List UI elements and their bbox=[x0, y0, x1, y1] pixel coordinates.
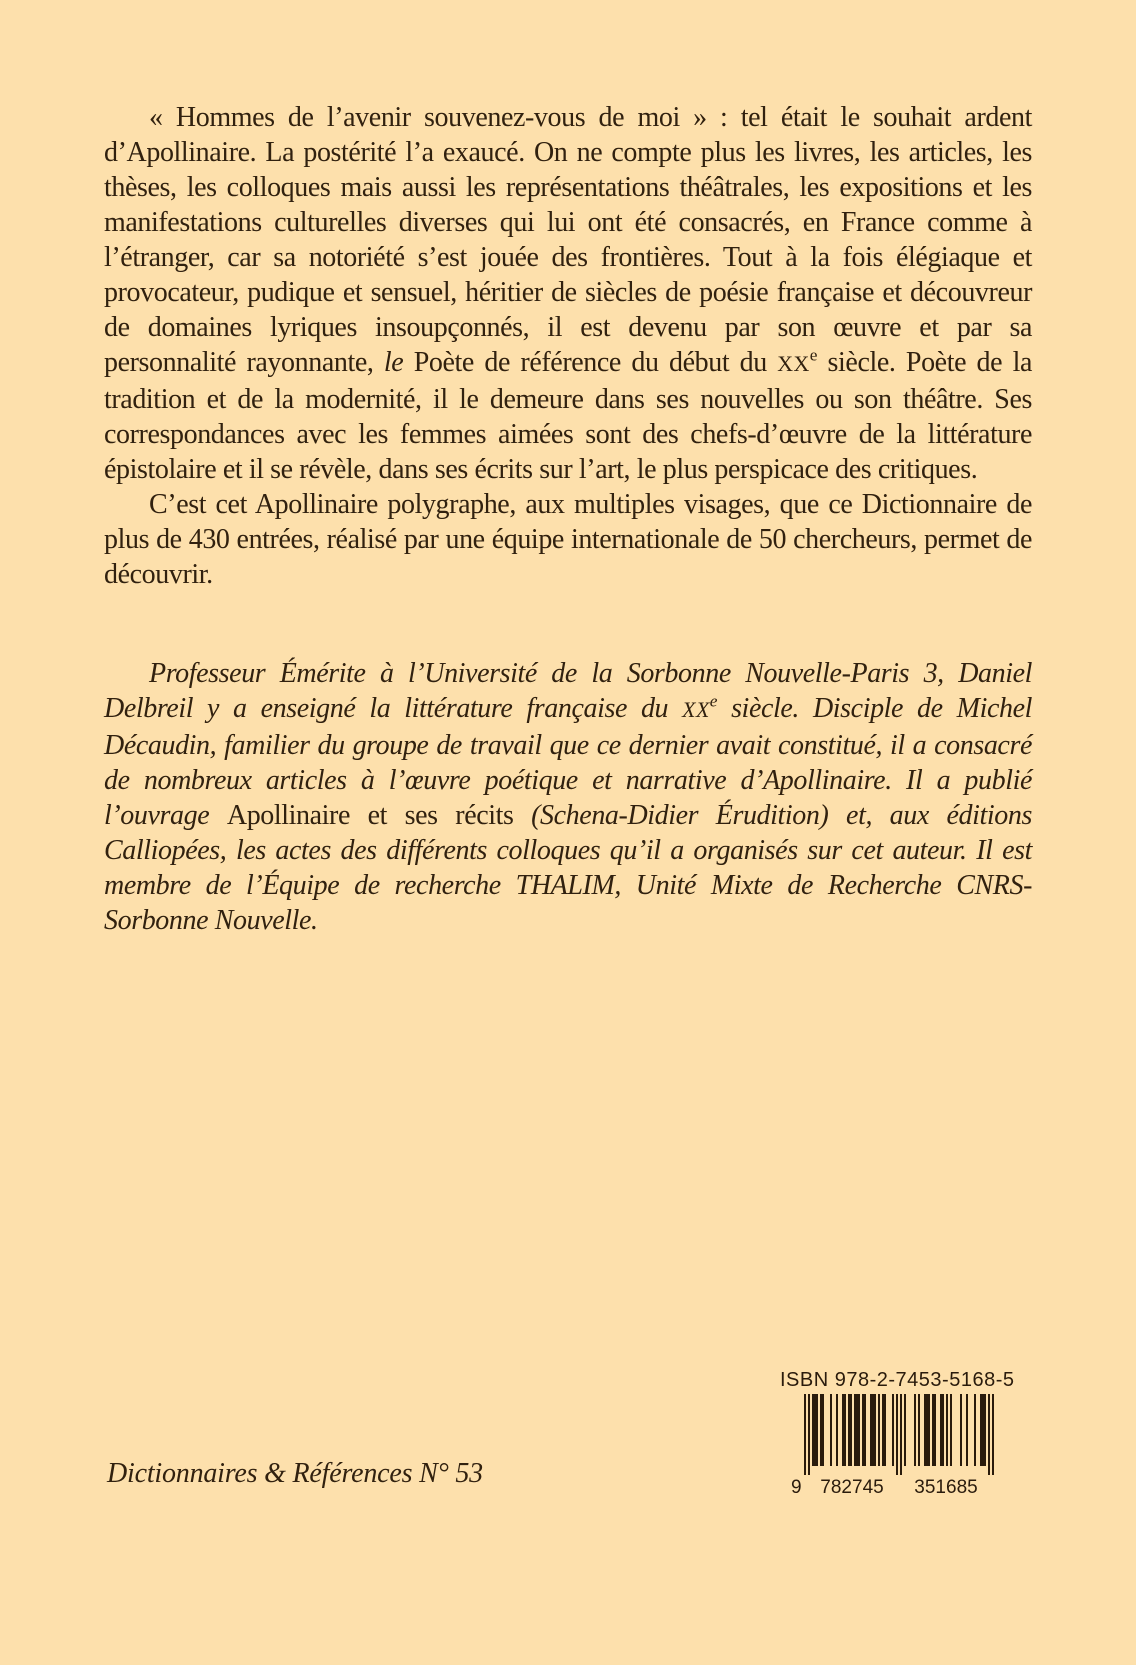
isbn-block bbox=[780, 1368, 1015, 1498]
barcode-digits: 351685 bbox=[914, 1477, 978, 1498]
blurb-paragraph-2: C’est cet Apollinaire polygraphe, aux multiples visages, que ce Dictionnaire de plus de 430 entrées, réalisé par une équipe internationale de 50 chercheurs, permet de découvrir. bbox=[104, 489, 1032, 590]
isbn-number: ISBN 978-2-7453-5168-5 bbox=[780, 1369, 1015, 1391]
collection-series-label: Dictionnaires & Références N° 53 bbox=[107, 1458, 483, 1489]
ean13-barcode bbox=[790, 1394, 998, 1498]
barcode-digits: 782745 bbox=[820, 1477, 884, 1498]
author-bio-paragraph: Professeur Émérite à l’Université de la Sorbonne Nouvelle-Paris 3, Daniel Delbreil y a enseigné la littérature française du XXe siècle. Disciple de Michel Décaudin, familier du groupe de travail que ce dernier avait constitué, il a consacré de nombreux articles à l’œuvre poétique et narrative d’Apollinaire. Il a publié l’ouvrage Apollinaire et ses récits (Schena-Didier Érudition) et, aux éditions Calliopées, les actes des différents colloques qu’il a organisés sur cet auteur. Il est membre de l’Équipe de recherche THALIM, Unité Mixte de Recherche CNRS-Sorbonne Nouvelle. bbox=[104, 658, 1032, 936]
blurb-paragraph-1: « Hommes de l’avenir souvenez-vous de moi » : tel était le souhait ardent d’Apollinaire. La postérité l’a exaucé. On ne compte plus les livres, les articles, les thèses, les colloques mais aussi les représentations théâtrales, les expositions et les manifestations culturelles diverses qui lui ont été consacrés, en France comme à l’étranger, car sa notoriété s’est jouée des frontières. Tout à la fois élégiaque et provocateur, pudique et sensuel, héritier de siècles de poésie française et découvreur de domaines lyriques insoupçonnés, il est devenu par son œuvre et par sa personnalité rayonnante, le Poète de référence du début du XXe siècle. Poète de la tradition et de la modernité, il le demeure dans ses nouvelles ou son théâtre. Ses correspondances avec les femmes aimées sont des chefs-d’œuvre de la littérature épistolaire et il se révèle, dans ses écrits sur l’art, le plus perspicace des critiques. bbox=[104, 102, 1032, 485]
barcode-digits: 9 bbox=[791, 1477, 802, 1498]
blurb-text bbox=[104, 100, 1032, 938]
